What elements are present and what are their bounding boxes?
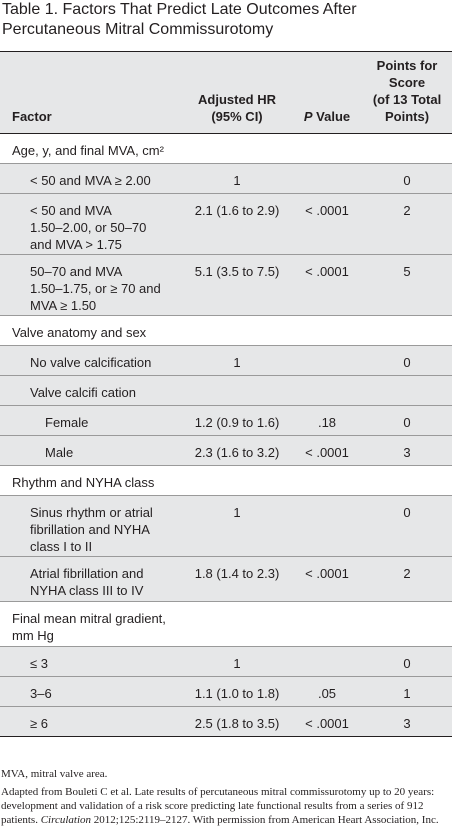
cell-points: 0: [403, 355, 411, 370]
table-row: [0, 194, 452, 255]
cell-points: 2: [403, 203, 411, 218]
cell-adjusted-hr: 2.1 (1.6 to 2.9): [194, 203, 280, 218]
header-points: Points for Score (of 13 Total Points): [372, 58, 442, 124]
cell-adjusted-hr: 1: [233, 505, 241, 520]
cell-factor: Valve anatomy and sex: [12, 325, 147, 340]
cell-factor: Female: [45, 415, 89, 430]
cell-adjusted-hr: 1: [233, 173, 241, 188]
cell-points: 1: [403, 686, 411, 701]
table-header: [0, 51, 452, 134]
table-row: [0, 406, 452, 436]
cell-p-value: < .0001: [305, 445, 349, 460]
cell-factor: 3–6: [30, 686, 52, 701]
table-row: [0, 466, 452, 496]
cell-factor: Rhythm and NYHA class: [12, 475, 155, 490]
cell-factor: ≥ 6: [30, 716, 48, 731]
cell-p-value: < .0001: [305, 203, 349, 218]
cell-factor: Valve calcifi cation: [30, 385, 136, 400]
table-body: [0, 134, 452, 737]
footnote-abbreviation: MVA, mitral valve area.: [1, 768, 108, 780]
cell-p-value: < .0001: [305, 716, 349, 731]
cell-points: 0: [403, 505, 411, 520]
table-row: [0, 164, 452, 194]
cell-factor: < 50 and MVA 1.50–2.00, or 50–70 and MVA > 1.75: [30, 203, 147, 252]
header-adjusted-hr: Adjusted HR (95% CI): [198, 92, 276, 124]
table-row: [0, 376, 452, 406]
table-row: [0, 255, 452, 316]
cell-p-value: < .0001: [305, 566, 349, 581]
cell-factor: Final mean mitral gradient, mm Hg: [12, 611, 166, 643]
cell-points: 3: [403, 716, 411, 731]
cell-factor: Atrial fibrillation and NYHA class III to IV: [30, 566, 144, 598]
table-row: [0, 677, 452, 707]
cell-p-value: < .0001: [305, 264, 349, 279]
cell-factor: Male: [45, 445, 74, 460]
cell-factor: Age, y, and final MVA, cm²: [12, 143, 164, 158]
outcomes-table: [0, 51, 452, 737]
table-row: [0, 496, 452, 557]
cell-adjusted-hr: 5.1 (3.5 to 7.5): [194, 264, 280, 279]
cell-factor: No valve calcification: [30, 355, 152, 370]
table-row: [0, 134, 452, 164]
cell-p-value: .18: [317, 415, 337, 430]
cell-factor: ≤ 3: [30, 656, 48, 671]
footnote-source: Adapted from Bouleti C et al. Late results of percutaneous mitral commissurotomy up to 20 years: development and validation of a risk score predicting late functional results from a series of 912 patients. Circulation 2012;125:2119–2127. With permission from American Heart Association, Inc.: [1, 786, 439, 826]
table-row: [0, 346, 452, 376]
table-row: [0, 316, 452, 346]
cell-points: 0: [403, 656, 411, 671]
cell-adjusted-hr: 1.8 (1.4 to 2.3): [194, 566, 280, 581]
cell-points: 5: [403, 264, 411, 279]
table-title: Table 1. Factors That Predict Late Outcomes After Percutaneous Mitral Commissurotomy: [2, 1, 357, 38]
cell-adjusted-hr: 1: [233, 355, 241, 370]
cell-factor: < 50 and MVA ≥ 2.00: [30, 173, 151, 188]
table-row: [0, 707, 452, 737]
cell-points: 2: [403, 566, 411, 581]
table-row: [0, 602, 452, 647]
table-row: [0, 557, 452, 602]
cell-p-value: .05: [317, 686, 337, 701]
cell-adjusted-hr: 1.1 (1.0 to 1.8): [194, 686, 280, 701]
header-factor: Factor: [12, 109, 52, 124]
table-row: [0, 647, 452, 677]
cell-adjusted-hr: 1: [233, 656, 241, 671]
cell-points: 0: [403, 173, 411, 188]
cell-factor: 50–70 and MVA 1.50–1.75, or ≥ 70 and MVA ≥ 1.50: [30, 264, 161, 313]
cell-adjusted-hr: 2.3 (1.6 to 3.2): [194, 445, 280, 460]
cell-points: 0: [403, 415, 411, 430]
cell-factor: Sinus rhythm or atrial fibrillation and NYHA class I to II: [30, 505, 153, 554]
cell-adjusted-hr: 2.5 (1.8 to 3.5): [194, 716, 280, 731]
table-row: [0, 436, 452, 466]
cell-adjusted-hr: 1.2 (0.9 to 1.6): [194, 415, 280, 430]
cell-points: 3: [403, 445, 411, 460]
header-p-value: P Value: [303, 109, 351, 124]
